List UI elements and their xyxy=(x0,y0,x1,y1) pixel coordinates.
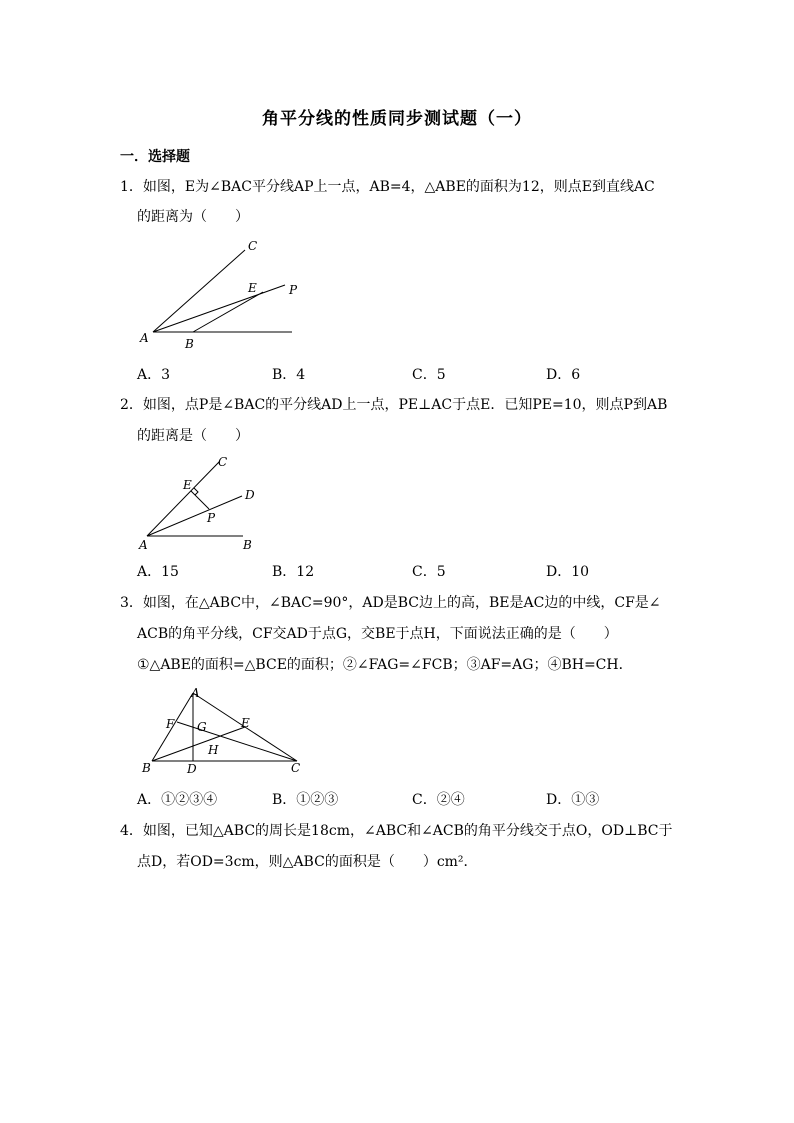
q1-label-a: A xyxy=(140,331,149,345)
q2-label-e: E xyxy=(183,478,192,492)
q2-label-d: D xyxy=(245,488,255,502)
q2-option-a[interactable]: A．15 xyxy=(137,564,179,580)
q1-label-c: C xyxy=(248,239,258,253)
question-1-figure xyxy=(135,232,310,354)
q3-option-a[interactable]: A．①②③④ xyxy=(137,792,218,808)
question-2-line-2: 的距离是（ ） xyxy=(137,428,249,444)
question-4-line-2: 点D，若OD=3cm，则△ABC的面积是（ ）cm²． xyxy=(137,854,478,870)
question-2-line-1: 2．如图，点P是∠BAC的平分线AD上一点，PE⊥AC于点E．已知PE=10，则点P到AB xyxy=(120,397,668,413)
q1-label-e: E xyxy=(248,281,257,295)
q2-option-d[interactable]: D．10 xyxy=(546,564,590,580)
q3-option-b[interactable]: B．①②③ xyxy=(272,792,339,808)
q3-option-c[interactable]: C．②④ xyxy=(412,792,465,808)
question-1-line-2: 的距离为（ ） xyxy=(137,209,249,225)
q3-label-f: F xyxy=(166,717,175,731)
q1-label-b: B xyxy=(185,337,194,351)
q2-label-c: C xyxy=(218,455,228,469)
q1-option-c[interactable]: C．5 xyxy=(412,367,446,383)
question-2-figure xyxy=(135,450,270,555)
question-3-line-2: ACB的角平分线，CF交AD于点G，交BE于点H，下面说法正确的是（ ） xyxy=(137,626,618,642)
q2-option-b[interactable]: B．12 xyxy=(272,564,315,580)
q2-option-c[interactable]: C．5 xyxy=(412,564,446,580)
question-3-figure xyxy=(135,683,310,778)
question-3-line-3: ①△ABE的面积=△BCE的面积；②∠FAG=∠FCB；③AF=AG；④BH=CH． xyxy=(137,657,633,673)
q2-label-b: B xyxy=(243,538,252,552)
q1-option-b[interactable]: B．4 xyxy=(272,367,306,383)
q3-label-a: A xyxy=(191,686,200,700)
section-heading: 一．选择题 xyxy=(120,149,190,165)
q3-label-g: G xyxy=(197,720,207,734)
q2-label-p: P xyxy=(207,511,216,525)
q2-label-a: A xyxy=(139,538,148,552)
q3-label-c: C xyxy=(291,761,301,775)
page-title: 角平分线的性质同步测试题（一） xyxy=(262,109,532,129)
question-4-line-1: 4．如图，已知△ABC的周长是18cm，∠ABC和∠ACB的角平分线交于点O，OD⊥BC于 xyxy=(120,823,673,839)
question-3-line-1: 3．如图，在△ABC中，∠BAC=90°，AD是BC边上的高，BE是AC边的中线，CF是∠ xyxy=(120,595,661,611)
q3-option-d[interactable]: D．①③ xyxy=(546,792,600,808)
q1-option-d[interactable]: D．6 xyxy=(546,367,581,383)
q3-label-b: B xyxy=(142,761,151,775)
question-1-options xyxy=(137,364,697,384)
q3-label-e: E xyxy=(241,716,250,730)
q3-label-d: D xyxy=(187,762,197,776)
q1-option-a[interactable]: A．3 xyxy=(137,367,171,383)
q1-label-p: P xyxy=(289,283,298,297)
q3-label-h: H xyxy=(208,743,219,757)
question-3-options xyxy=(137,789,697,809)
question-1-line-1: 1．如图，E为∠BAC平分线AP上一点，AB=4，△ABE的面积为12，则点E到直线AC xyxy=(120,179,655,195)
question-2-options xyxy=(137,561,697,581)
